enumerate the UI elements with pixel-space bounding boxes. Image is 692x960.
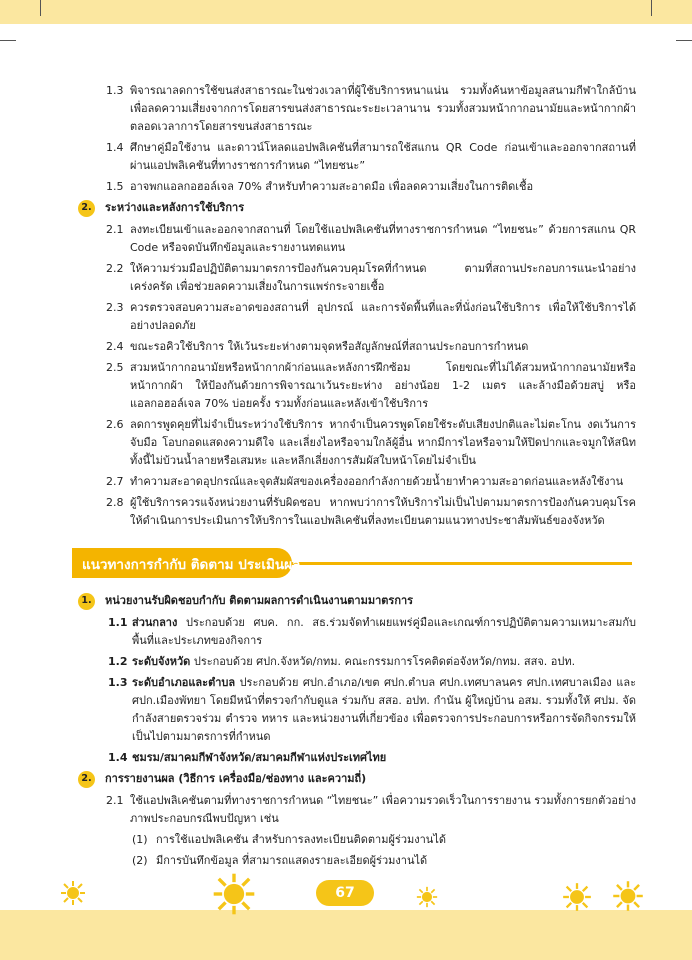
item-body: ประกอบด้วย ศบค. กก. สธ.ร่วมจัดทำเผยแพร่คู่มือและเกณฑ์การปฏิบัติตามความเหมาะสมกับพื้นที่และประเภทของกิจการ	[132, 616, 636, 647]
item-text: พิจารณาลดการใช้ขนส่งสาธารณะในช่วงเวลาที่ผู้ใช้บริการหนาแน่น รวมทั้งค้นหาข้อมูลสนามกีฬาใกล้บ้าน เพื่อลดความเสี่ยงจากการโดยสารขนส่งสาธารณะระยะเวลานาน รวมทั้งสวมหน้ากากอนามัยและหน้ากากผ้าตลอดเวลาการโดยสารขนส่งสาธารณะ	[130, 84, 636, 133]
item-number: 2.5	[106, 361, 124, 374]
item-number: 2.3	[106, 301, 124, 314]
item-number: 2.6	[106, 418, 124, 431]
item-text	[132, 653, 636, 671]
banner-rule	[282, 562, 632, 565]
virus-icon	[212, 872, 256, 916]
virus-icon	[60, 880, 86, 906]
item-number: 2.8	[106, 496, 124, 509]
list-item	[76, 82, 636, 136]
item-number: 1.4	[106, 141, 124, 154]
item-text	[132, 674, 636, 746]
list-subitem	[76, 831, 636, 849]
item-number: 1.1	[108, 616, 128, 629]
section-number-badge: 2.	[78, 200, 95, 217]
list-item	[76, 473, 636, 491]
item-number: 2.2	[106, 262, 124, 275]
item-text: ขณะรอคิวใช้บริการ ให้เว้นระยะห่างตามจุดหรือสัญลักษณ์ที่สถานประกอบการกำหนด	[130, 340, 529, 353]
section-title: หน่วยงานรับผิดชอบกำกับ ติดตามผลการดำเนินงานตามมาตรการ	[105, 594, 414, 607]
banner-title: แนวทางการกำกับ ติดตาม ประเมินผล	[82, 557, 301, 573]
list-item	[76, 221, 636, 257]
subitem-text: มีการบันทึกข้อมูล ที่สามารถแสดงรายละเอียดผู้ร่วมงานได้	[156, 854, 428, 867]
list-item	[76, 359, 636, 413]
item-text: ลงทะเบียนเข้าและออกจากสถานที่ โดยใช้แอปพลิเคชันที่ทางราชการกำหนด “ไทยชนะ” ด้วยการสแกน QR Code หรือจดบันทึกข้อมูลและรายงานทดแทน	[130, 223, 636, 254]
subitem-number: (1)	[132, 833, 148, 846]
list-subitem	[76, 852, 636, 870]
list-item	[76, 653, 636, 671]
item-bold-label: ชมรม/สมาคมกีฬาจังหวัด/สมาคมกีฬาแห่งประเทศไทย	[132, 751, 387, 764]
section-title: ระหว่างและหลังการใช้บริการ	[105, 201, 245, 214]
list-item	[76, 749, 636, 767]
item-text: ทำความสะอาดอุปกรณ์และจุดสัมผัสของเครื่องออกกำลังกายด้วยน้ำยาทำความสะอาดก่อนและหลังใช้งาน	[130, 475, 624, 488]
item-number: 2.1	[106, 223, 124, 236]
crop-mark	[651, 0, 652, 16]
list-item	[76, 416, 636, 470]
item-number: 2.1	[106, 794, 124, 807]
list-item	[76, 139, 636, 175]
item-text: ใช้แอปพลิเคชันตามที่ทางราชการกำหนด “ไทยชนะ” เพื่อความรวดเร็วในการรายงาน รวมทั้งการยกตัวอย่างภาพประกอบกรณีพบปัญหา เช่น	[130, 794, 636, 825]
section-banner	[72, 548, 632, 578]
subitem-text: การใช้แอปพลิเคชัน สำหรับการลงทะเบียนติดตามผู้ร่วมงานได้	[156, 833, 446, 846]
section-number-badge: 2.	[78, 771, 95, 788]
list-item	[76, 674, 636, 746]
page-content	[76, 82, 636, 873]
list-item	[76, 178, 636, 196]
section-title: การรายงานผล (วิธีการ เครื่องมือ/ช่องทาง และความถี่)	[105, 772, 367, 785]
item-text	[132, 614, 636, 650]
item-number: 1.5	[106, 180, 124, 193]
page-number: 67	[316, 880, 374, 906]
list-item	[76, 494, 636, 530]
crop-mark	[0, 40, 16, 41]
item-number: 1.3	[106, 84, 124, 97]
virus-icon	[562, 882, 592, 912]
list-item	[76, 614, 636, 650]
footer-band	[0, 910, 692, 960]
item-number: 1.3	[108, 676, 128, 689]
item-text: ศึกษาคู่มือใช้งาน และดาวน์โหลดแอปพลิเคชันที่สามารถใช้สแกน QR Code ก่อนเข้าและออกจากสถานที่ผ่านแอปพลิเคชันที่ทางราชการกำหนด “ไทยชนะ”	[130, 141, 636, 172]
crop-mark	[676, 40, 692, 41]
item-bold-label: ส่วนกลาง	[132, 616, 178, 629]
list-item	[76, 299, 636, 335]
item-number: 1.4	[108, 751, 128, 764]
list-item	[76, 792, 636, 828]
item-text	[132, 749, 636, 767]
item-bold-label: ระดับอำเภอและตำบล	[132, 676, 236, 689]
section-number-badge: 1.	[78, 593, 95, 610]
item-bold-label: ระดับจังหวัด	[132, 655, 191, 668]
item-text: ผู้ใช้บริการควรแจ้งหน่วยงานที่รับผิดชอบ หากพบว่าการให้บริการไม่เป็นไปตามมาตรการป้องกันควบคุมโรค ให้ดำเนินการประเมินการให้บริการในแอปพลิเคชันที่ลงทะเบียนตามแนวทางประชาสัมพันธ์ของจังหวัด	[130, 496, 636, 527]
list-item	[76, 260, 636, 296]
subitem-number: (2)	[132, 854, 148, 867]
item-text: อาจพกแอลกอฮอล์เจล 70% สำหรับทำความสะอาดมือ เพื่อลดความเสี่ยงในการติดเชื้อ	[130, 180, 534, 193]
top-yellow-band	[0, 0, 692, 24]
section-heading	[78, 770, 636, 788]
item-text: ควรตรวจสอบความสะอาดของสถานที่ อุปกรณ์ และการจัดพื้นที่และที่นั่งก่อนใช้บริการ เพื่อให้ใช้บริการได้อย่างปลอดภัย	[130, 301, 636, 332]
item-body: ประกอบด้วย ศปก.อำเภอ/เขต ศปก.ตำบล ศปก.เทศบาลนคร ศปก.เทศบาลเมือง และศปก.เมืองพัทยา โดยมีหน้าที่ตรวจกำกับดูแล ร่วมกับ สสอ. อปท. กำนัน ผู้ใหญ่บ้าน อสม. รวมทั้งให้ ศปม. จัดกำลังสายตรวจร่วม ตำรวจ ทหาร และหน่วยงานที่เกี่ยวข้อง เพื่อตรวจการประกอบการหรือการจัดกิจกรรมให้เป็นไปตามมาตรการที่กำหนด	[132, 676, 636, 743]
item-number: 1.2	[108, 655, 128, 668]
item-number: 2.4	[106, 340, 124, 353]
item-text: สวมหน้ากากอนามัยหรือหน้ากากผ้าก่อนและหลังการฝึกซ้อม โดยขณะที่ไม่ได้สวมหน้ากากอนามัยหรือหน้ากากผ้า ให้ป้องกันด้วยการพิจารณาเว้นระยะห่าง อย่างน้อย 1-2 เมตร และล้างมือด้วยสบู่ หรือแอลกอฮอล์เจล 70% บ่อยครั้ง รวมทั้งก่อนและหลังเข้าใช้บริการ	[130, 361, 636, 410]
item-number: 2.7	[106, 475, 124, 488]
virus-icon	[612, 880, 644, 912]
item-text: ลดการพูดคุยที่ไม่จำเป็นระหว่างใช้บริการ หากจำเป็นควรพูดโดยใช้ระดับเสียงปกติและไม่ตะโกน งดเว้นการจับมือ โอบกอดแสดงความดีใจ และเลี่ยงไอหรือจามใกล้ผู้อื่น หากมีการไอหรือจามให้ปิดปากและจมูกให้สนิท ทั้งนี้ไม่บ้วนน้ำลายหรือเสมหะ และหลีกเลี่ยงการสัมผัสใบหน้าโดยไม่จำเป็น	[130, 418, 636, 467]
item-text: ให้ความร่วมมือปฏิบัติตามมาตรการป้องกันควบคุมโรคที่กำหนด ตามที่สถานประกอบการแนะนำอย่างเคร่งครัด เพื่อช่วยลดความเสี่ยงในการแพร่กระจายเชื้อ	[130, 262, 636, 293]
list-item	[76, 338, 636, 356]
crop-mark	[40, 0, 41, 16]
item-body: ประกอบด้วย ศปก.จังหวัด/กทม. คณะกรรมการโรคติดต่อจังหวัด/กทม. สสจ. อปท.	[190, 655, 576, 668]
virus-icon	[416, 886, 438, 908]
section-heading	[78, 199, 636, 217]
section-heading	[78, 592, 636, 610]
